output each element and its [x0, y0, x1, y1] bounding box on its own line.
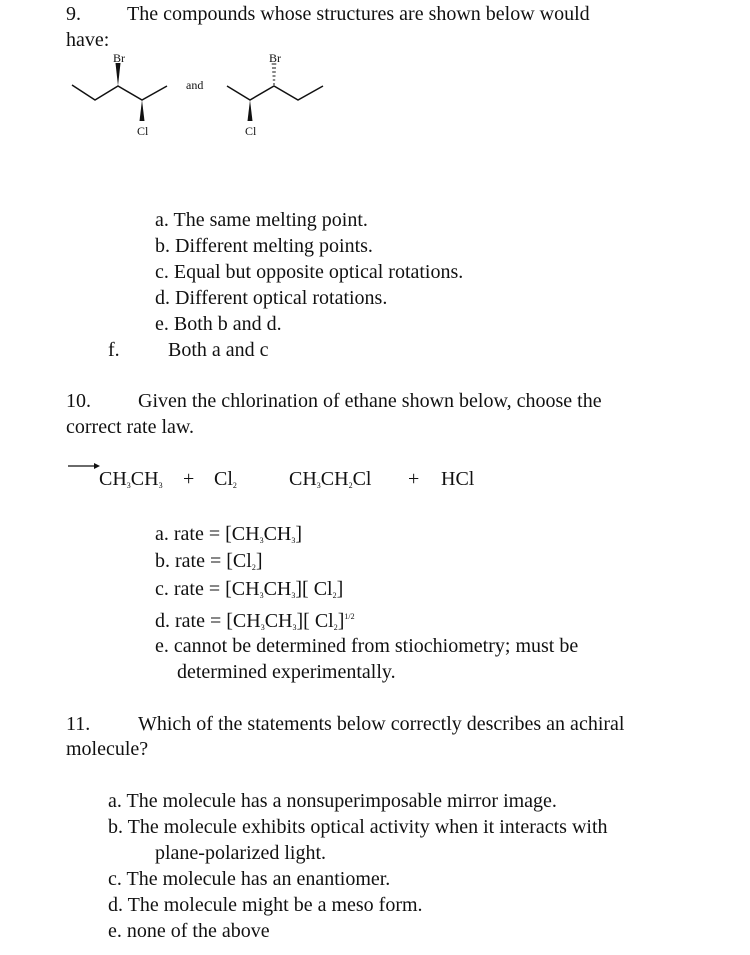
q10-number: 10. [66, 390, 91, 412]
q10-option-b[interactable]: b. rate = $[Cl_2]$ [155, 550, 263, 572]
q11-option-b-cont: plane-polarized light. [155, 842, 327, 864]
br-wedge-bond [116, 63, 121, 86]
q9-option-b[interactable]: b. Different melting points. [155, 235, 373, 257]
reactant-ethane: $CH_3CH_3$ [99, 468, 163, 490]
cl-wedge-bond [248, 100, 253, 121]
q11-option-a[interactable]: a. The molecule has a nonsuperimposable mirror image. [108, 790, 557, 812]
molecule-left [72, 85, 167, 100]
q10-option-d[interactable]: d. rate = $[CH_3CH_3]$[ $Cl_2]^{1/2}$ [155, 610, 355, 632]
product-chloroethane: $CH_3CH_2Cl$ [289, 468, 372, 490]
q10-option-e[interactable]: e. cannot be determined from stiochiometry; must be [155, 635, 579, 657]
br-label: Br [269, 51, 281, 65]
q9-text-cont: have: [66, 29, 110, 51]
molecule-right [227, 86, 323, 100]
br-hashed-bond [272, 64, 277, 84]
cl-label: Cl [137, 124, 149, 138]
q11-option-c[interactable]: c. The molecule has an enantiomer. [108, 868, 391, 890]
reaction-arrow-icon [66, 460, 102, 472]
q11-option-e[interactable]: e. none of the above [108, 920, 270, 942]
q10-text: Given the chlorination of ethane shown below, choose the [138, 390, 602, 412]
plus-sign: + [408, 468, 420, 490]
plus-sign: + [183, 468, 195, 490]
cl-wedge-bond [140, 100, 145, 121]
q11-option-b[interactable]: b. The molecule exhibits optical activity when it interacts with [108, 816, 608, 838]
q9-option-f[interactable]: Both a and c [168, 339, 269, 361]
q10-text-cont: correct rate law. [66, 416, 195, 438]
product-hcl: HCl [441, 468, 475, 490]
br-label: Br [113, 51, 125, 65]
q10-option-a[interactable]: a. rate = $[CH_3CH_3]$ [155, 523, 303, 545]
q9-option-c[interactable]: c. Equal but opposite optical rotations. [155, 261, 464, 283]
q9-option-a[interactable]: a. The same melting point. [155, 209, 368, 231]
cl-label: Cl [245, 124, 257, 138]
q9-text: The compounds whose structures are shown below would [127, 3, 590, 25]
molecule-structures [0, 0, 750, 140]
q10-option-c[interactable]: c. rate = $[CH_3CH_3]$[ $Cl_2$] [155, 578, 344, 600]
q11-text-cont: molecule? [66, 738, 149, 760]
q11-number: 11. [66, 713, 91, 735]
q9-option-d[interactable]: d. Different optical rotations. [155, 287, 388, 309]
q9-option-e[interactable]: e. Both b and d. [155, 313, 282, 335]
q10-option-e-cont: determined experimentally. [177, 661, 396, 683]
q11-option-d[interactable]: d. The molecule might be a meso form. [108, 894, 423, 916]
q11-text: Which of the statements below correctly describes an achiral [138, 713, 625, 735]
reactant-chlorine: $Cl_2$ [214, 468, 237, 490]
q9-number: 9. [66, 3, 81, 25]
and-label: and [186, 78, 204, 92]
q9-option-f-letter[interactable]: f. [108, 339, 120, 361]
